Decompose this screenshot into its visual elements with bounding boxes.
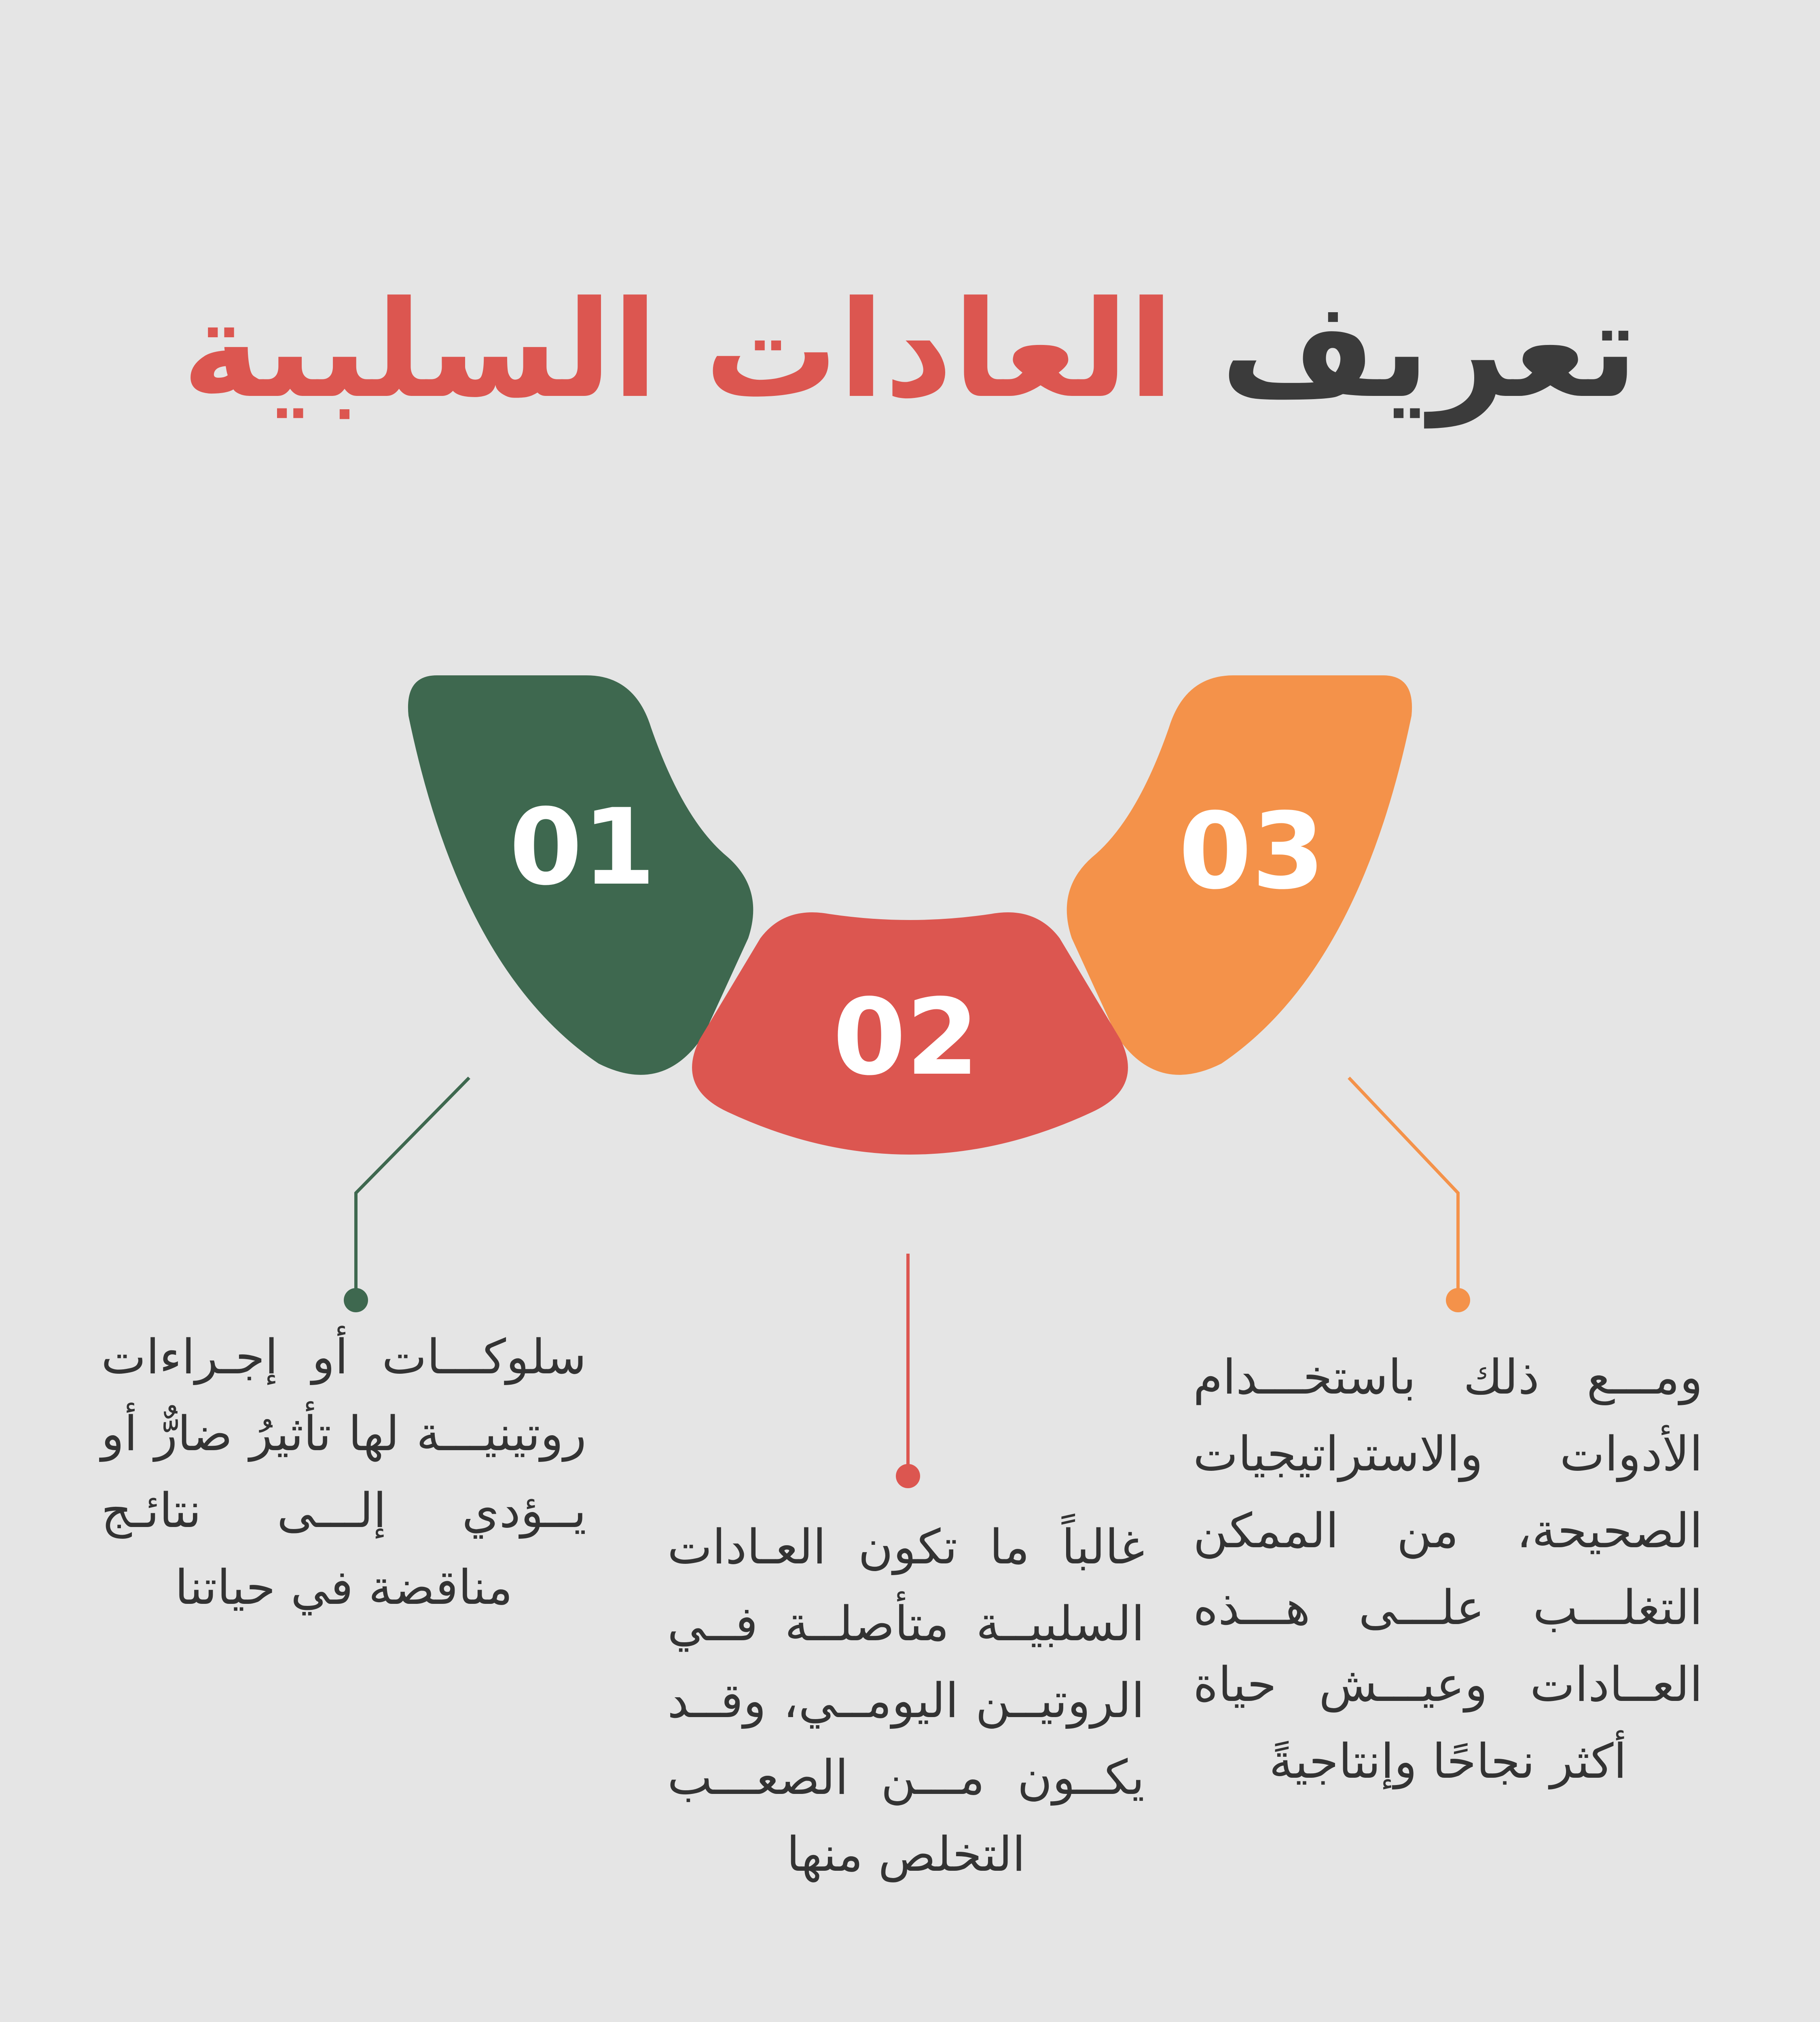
connector-03-dot bbox=[1446, 1288, 1470, 1312]
step-03-description: ومـــع ذلك باستخـــدام الأدوات والاستراتيجيات الصحيحة، من الممكن التغلـــب علـــى هـــذه العــادات وعيـــش حياة أكثر نجاحًا وإنتاجيةً bbox=[1193, 1349, 1703, 1789]
connector-01-dot bbox=[344, 1288, 368, 1312]
step-01-description: سلوكـــات أو إجـراءات روتينيـــة لها تأثيرُ ضارٌّ أو يــؤدي إلـــى نتائـج مناقضة في حياتنا bbox=[101, 1329, 586, 1615]
connector-02-dot bbox=[896, 1464, 920, 1488]
step-01-number: 01 bbox=[509, 787, 656, 909]
step-02-number: 02 bbox=[833, 977, 979, 1099]
connector-03-line bbox=[1349, 1078, 1458, 1300]
title-part-red: العادات السلبية bbox=[182, 272, 1174, 427]
title-part-dark: تعريف bbox=[1220, 272, 1638, 427]
connector-01-line bbox=[356, 1078, 469, 1300]
step-03-number: 03 bbox=[1179, 791, 1325, 913]
step-02-description: غالباً ما تكون العـادات السلبيــة متأصلــة فــي الروتيــن اليومــي، وقــد يكــون مـــن الصعـــب التخلص منها bbox=[667, 1519, 1145, 1882]
